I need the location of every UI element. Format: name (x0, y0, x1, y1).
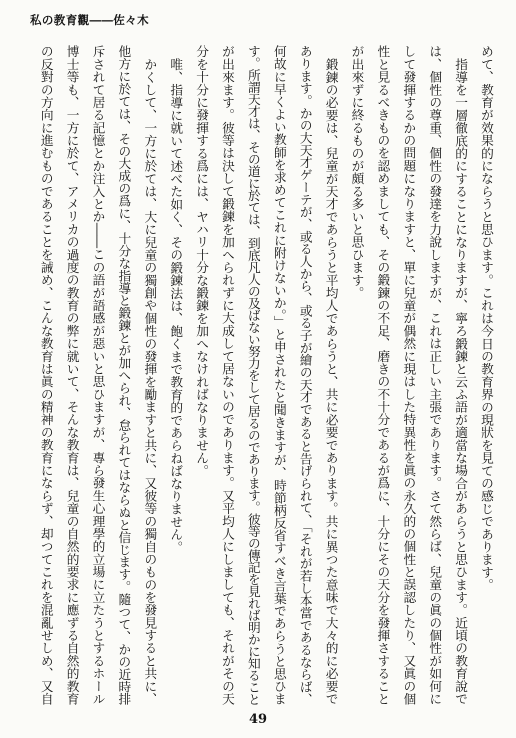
text-line: 斥されて居る記憶とか注入とか――この語が語感が惡いと思ひますが、專ら發生心理學的立場に立たうとするホール (90, 45, 106, 706)
text-line: 性と見るべきものを認めましても、その鍛鍊の不足、磨きの不十分であるが爲に、十分にその天分を發揮さすること (375, 45, 391, 705)
page-number: 49 (249, 712, 268, 727)
text-line: かくして、一方に於ては、大に兒童の獨創や個性の發揮を勵ますと共に、又彼等の獨自のものを發見すると共に、 (142, 58, 158, 705)
text-line: 博士等も、一方に於て、アメリカの過度の教育の弊に就いて、そんな教育は、兒童の自然的要求に應ずる自然的教育 (64, 45, 80, 705)
text-line: して發揮するかの問題になりますと、單に兒童が偶然に現はした特異性を眞の永久的の個性と誤認したり、又眞の個 (401, 45, 417, 705)
running-head: 私の教育觀――佐々木 (30, 13, 149, 27)
text-line: 指導を一層徹底的にすることになりますが、寧ろ鍛鍊と云ふ語が適當な場合があらうと思ひます。近頃の教育說で (453, 58, 469, 705)
text-line: が出來ます。彼等は決して鍛鍊を加へられずに大成して居ないのであります。又平均人にしましても、それがその天 (220, 45, 235, 705)
text-line: 他方に於ては、その大成の爲に、十分な指導と鍛鍊とが加へられ、怠られてはならぬと信じます。隨つて、かの近時排 (116, 45, 132, 705)
text-line: が出來ずに終るものが頗る多いと思ひます。 (349, 45, 365, 299)
text-line: 鍛鍊の必要は、兒童が天才であらうと平均人であらうと、共に必要であります。共に異つた意味で大々的に必要で (323, 58, 339, 705)
text-line: あります。かの大天才ゲーテが、或る人から、或る子が繪の天才であると告げられて、「それが若し本當であるならば、 (297, 45, 313, 705)
text-line: 何故に早くよい教師を求めてこれに附けないか。」と申されたと聞きますが、時節柄反省すべき言葉であらうと思ひま (271, 45, 287, 706)
text-line: は、個性の尊重、個性の發達を力說しますが、これは正しい主張であります。さて然らば、兒童の眞の個性が如何に (427, 45, 443, 705)
text-line: 分を十分に發揮する爲には、ヤハリ十分な鍛鍊を加へなければなりません。 (194, 45, 210, 477)
text-line: 唯、指導に就いて述べた如く、その鍛鍊法は、飽くまで教育的であらねばなりません。 (168, 58, 184, 554)
text-line: す。所謂天才は、その道に於ては、到底凡人の及ばない努力をして居るのであります。彼等の傳記を見れば明かに知ること (245, 45, 261, 705)
text-line: めて、教育が效果的にならうと思ひます。これは今日の教育界の現狀を見ての感じであります。 (479, 45, 494, 592)
text-line: の反對の方向に進むものであることを誡め、こんな教育は眞の精神の教育にならず、却つてこれを混亂せしめ、又自 (38, 45, 54, 705)
